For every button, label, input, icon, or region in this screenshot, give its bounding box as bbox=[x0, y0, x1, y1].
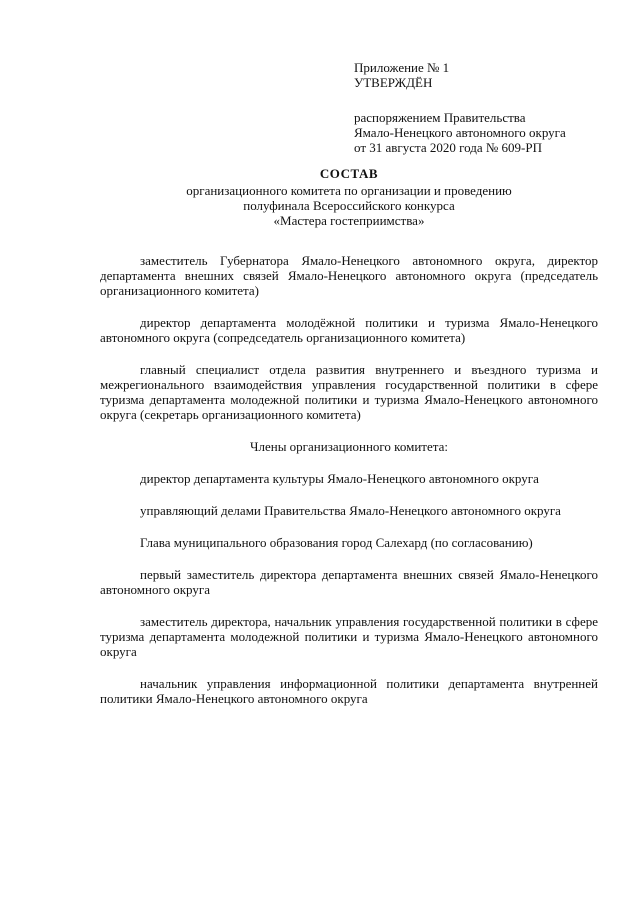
subtitle-line-1: организационного комитета по организации и проведению bbox=[186, 183, 512, 198]
member-4: первый заместитель директора департамента внешних связей Ямало-Ненецкого автономного округа bbox=[100, 567, 598, 597]
approval-block bbox=[354, 60, 614, 155]
member-1: директор департамента культуры Ямало-Ненецкого автономного округа bbox=[140, 471, 539, 486]
document-heading bbox=[100, 166, 598, 228]
leadership-secretary: главный специалист отдела развития внутреннего и въездного туризма и межрегионального взаимодействия управления государственной политики в сфере туризма департамента молодежной политики и туризма Ямало-Ненецкого автономного округа (секретарь организационного комитета) bbox=[100, 362, 598, 422]
committee-composition bbox=[100, 253, 598, 706]
document-title: СОСТАВ bbox=[319, 166, 379, 181]
approval-line-1: распоряжением Правительства bbox=[354, 110, 526, 125]
approved-stamp: УТВЕРЖДЁН bbox=[354, 75, 433, 90]
member-5: заместитель директора, начальник управления государственной политики в сфере туризма департамента молодежной политики и туризма Ямало-Ненецкого автономного округа bbox=[100, 614, 598, 659]
members-heading: Члены организационного комитета: bbox=[250, 439, 448, 454]
subtitle-line-2: полуфинала Всероссийского конкурса bbox=[243, 198, 455, 213]
leadership-chairman: заместитель Губернатора Ямало-Ненецкого автономного округа, директор департамента внешних связей Ямало-Ненецкого автономного округа (председатель организационного комитета) bbox=[100, 253, 598, 298]
member-2: управляющий делами Правительства Ямало-Ненецкого автономного округа bbox=[140, 503, 561, 518]
approval-line-2: Ямало-Ненецкого автономного округа bbox=[354, 125, 566, 140]
approval-line-3: от 31 августа 2020 года № 609-РП bbox=[354, 140, 542, 155]
leadership-co-chairman: директор департамента молодёжной политики и туризма Ямало-Ненецкого автономного округа (сопредседатель организационного комитета) bbox=[100, 315, 598, 345]
appendix-number: Приложение № 1 bbox=[354, 60, 450, 75]
approval-gap bbox=[354, 90, 614, 110]
member-6: начальник управления информационной политики департамента внутренней политики Ямало-Ненецкого автономного округа bbox=[100, 676, 598, 706]
member-3: Глава муниципального образования город Салехард (по согласованию) bbox=[140, 535, 533, 550]
subtitle-line-3: «Мастера гостеприимства» bbox=[273, 213, 425, 228]
